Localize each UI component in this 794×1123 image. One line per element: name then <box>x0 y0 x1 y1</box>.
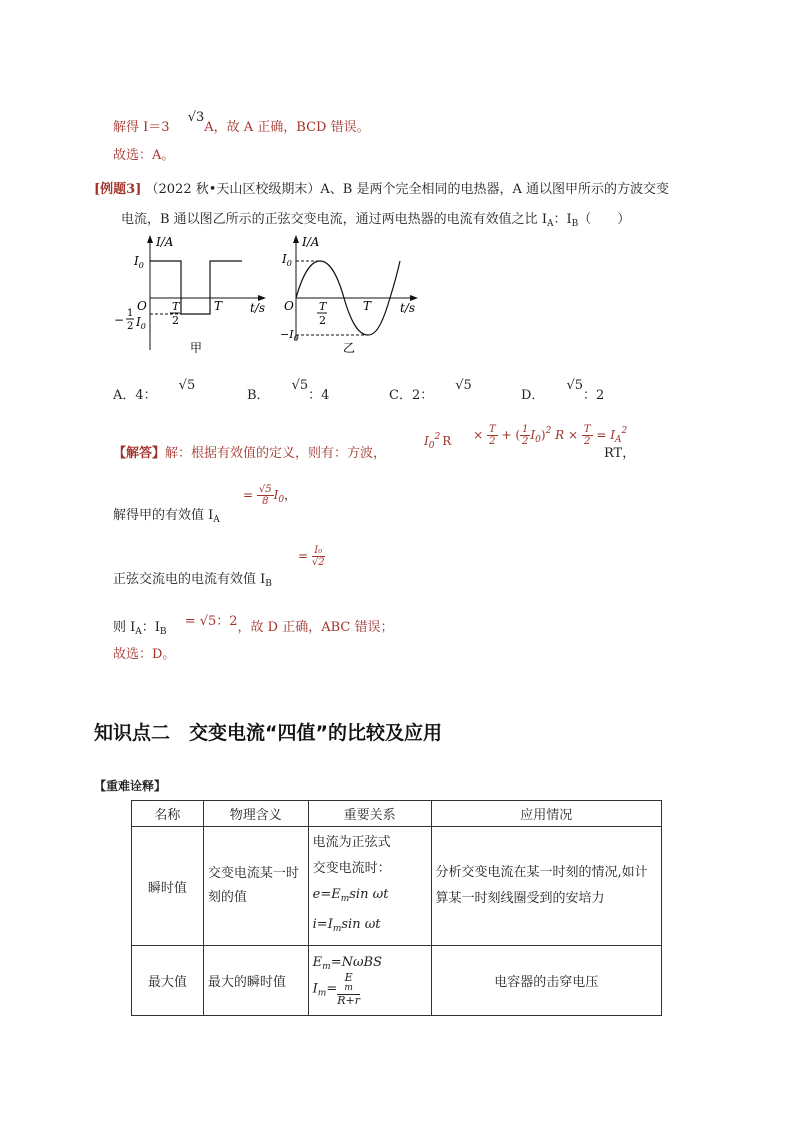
option-a-prefix: A．4： <box>113 388 157 403</box>
row-meaning: 交变电流某一时刻的值 <box>203 827 308 946</box>
solution-text-b: A，故 A 正确，BCD 错误。 <box>204 120 370 135</box>
half-den: 2 <box>127 321 134 332</box>
t-half-num: T <box>172 300 180 313</box>
y-label: I/A <box>156 235 174 249</box>
neg-i0: $I_0$ <box>136 315 146 331</box>
caption-jia: 甲 <box>190 341 203 355</box>
option-a[interactable] <box>113 378 196 403</box>
table-header-row <box>132 801 662 827</box>
r-times: R × <box>555 428 579 442</box>
plus: + ( <box>501 428 521 442</box>
section-title: 知识点二 交变电流“四值”的比较及应用 <box>94 722 442 744</box>
i0-label: $I_0$ <box>134 254 144 270</box>
y-label: I/A <box>302 235 320 249</box>
solution-text: 解得 I＝3 <box>113 120 170 135</box>
ratio-value: = √5：2 <box>184 614 238 629</box>
option-b[interactable] <box>247 378 330 403</box>
i0-over-sqrt2: $\frac{\text{I₀}}{√2}$ <box>311 545 325 568</box>
option-b-suffix: ：4 <box>308 388 330 403</box>
row-usage: 分析交变电流在某一时刻的情况,如计算某一时刻线圈受到的安培力 <box>431 827 661 946</box>
x-label: t/s <box>250 301 266 315</box>
x-label: t/s <box>400 301 416 315</box>
rel-line-2: $I_m=$ E m R+r <box>312 971 360 1007</box>
t-over-2-a: $\frac{T}{2}$ <box>488 424 496 447</box>
example3-line-1 <box>94 178 669 197</box>
row-relation <box>308 827 431 946</box>
answer-ratio: 则 $I_A$：$I_B = √5$：2，故 D 正确，ABC 错误； <box>113 614 394 637</box>
half-num: 1 <box>127 308 134 319</box>
neg-half-label: − <box>114 313 125 327</box>
rel-line-1: $E_m=N\omega BS$ <box>312 955 383 972</box>
t-full: T <box>214 299 223 313</box>
example-text-1: （2022 秋•天山区校级期末）A、B 是两个完全相同的电热器，A 通以图甲所示的方波交变 <box>145 182 669 197</box>
solution-line-1 <box>113 110 370 135</box>
i0sq: $I_0^2$ R <box>424 432 452 451</box>
table-row <box>132 946 662 1016</box>
sqrt3: √3 <box>187 110 205 125</box>
answer-intro: 解：根据有效值的定义，则有：方波， <box>165 446 387 461</box>
ratio-end: ，故 D 正确，ABC 错误； <box>237 620 394 635</box>
sub-a: A <box>546 219 554 229</box>
example-text-2a: 电流，B 通以图乙所示的正弦交变电流，通过两电热器的电流有效值之比 I <box>121 212 547 227</box>
example-label: [例题3] <box>94 182 142 197</box>
figure-jia <box>110 230 280 360</box>
option-c-root: √5 <box>455 378 472 393</box>
rel-line-2: 交变电流时： <box>312 861 391 876</box>
answer-rt: RT， <box>604 446 636 461</box>
rel-line-3: $e=E_m\sin$ ωt <box>312 887 389 904</box>
header-usage: 应用情况 <box>431 801 661 827</box>
four-values-table <box>131 800 662 1016</box>
answer-line-1 <box>113 442 386 461</box>
option-d-suffix: ：2 <box>583 388 605 403</box>
header-meaning: 物理含义 <box>203 801 308 827</box>
t-full: T <box>363 299 372 313</box>
option-a-root: √5 <box>178 378 196 393</box>
origin: O <box>284 299 294 313</box>
option-c-prefix: C．2： <box>389 388 434 403</box>
option-b-prefix: B． <box>247 388 270 403</box>
half: $\frac{1}{2}$ <box>522 424 529 447</box>
t-half-den: 2 <box>319 314 326 327</box>
header-name: 名称 <box>132 801 204 827</box>
rel-line-1: 电流为正弦式 <box>312 835 391 850</box>
answer-ia-value: = $\frac{√5}{8}$ $I_0$， <box>243 484 297 507</box>
example-text-2c: （ ） <box>578 212 631 227</box>
option-d[interactable] <box>521 378 605 403</box>
i0-label: $I_0$ <box>282 252 292 268</box>
row-meaning: 最大的瞬时值 <box>203 946 308 1016</box>
caption-yi: 乙 <box>343 341 356 355</box>
example3-line-2 <box>121 208 630 229</box>
square-wave <box>150 261 242 314</box>
row-name: 最大值 <box>132 946 204 1016</box>
origin: O <box>137 299 147 313</box>
rel-line-4: $i=I_m\sin$ ωt <box>312 917 381 934</box>
option-c[interactable] <box>389 378 472 403</box>
header-relation: 重要关系 <box>308 801 431 827</box>
option-b-root: √5 <box>291 378 309 393</box>
sqrt5-over-8: $\frac{√5}{8}$ <box>258 484 272 507</box>
answer-ia: 解得甲的有效值 $I_A$ <box>113 508 220 525</box>
table-row <box>132 827 662 946</box>
t-half-num: T <box>319 300 327 313</box>
t-over-2-b: $\frac{T}{2}$ <box>583 424 591 447</box>
option-d-prefix: D． <box>521 388 545 403</box>
y-arrow <box>293 235 299 243</box>
answer-label: 【解答】 <box>113 446 166 461</box>
example-text-2b: ：I <box>553 212 572 227</box>
solution-line-2: 故选：A。 <box>113 148 175 163</box>
y-arrow <box>147 235 153 243</box>
answer-ib-value: = $\frac{\text{I₀}}{√2}$ <box>298 545 325 568</box>
section-note: 【重难诠释】 <box>94 779 167 793</box>
row-name: 瞬时值 <box>132 827 204 946</box>
answer-ib: 正弦交流电的电流有效值 $I_B$ <box>113 572 272 589</box>
answer-formula: $I_0^2$ R × $\frac{T}{2}$ + ( $\frac{1}{2}$ $I_0)^2$ R × $\frac{T}{2}$ = $I_A^2$ <box>424 424 628 451</box>
figure-yi <box>280 230 430 360</box>
t-half-den: 2 <box>172 314 179 327</box>
sub-b: B <box>571 219 579 229</box>
row-relation <box>308 946 431 1016</box>
option-d-root: √5 <box>566 378 583 393</box>
times-1: × <box>473 428 484 442</box>
row-usage: 电容器的击穿电压 <box>431 946 661 1016</box>
neg-i0: $-I_0$ <box>280 328 299 343</box>
answer-choose: 故选：D。 <box>113 647 176 662</box>
